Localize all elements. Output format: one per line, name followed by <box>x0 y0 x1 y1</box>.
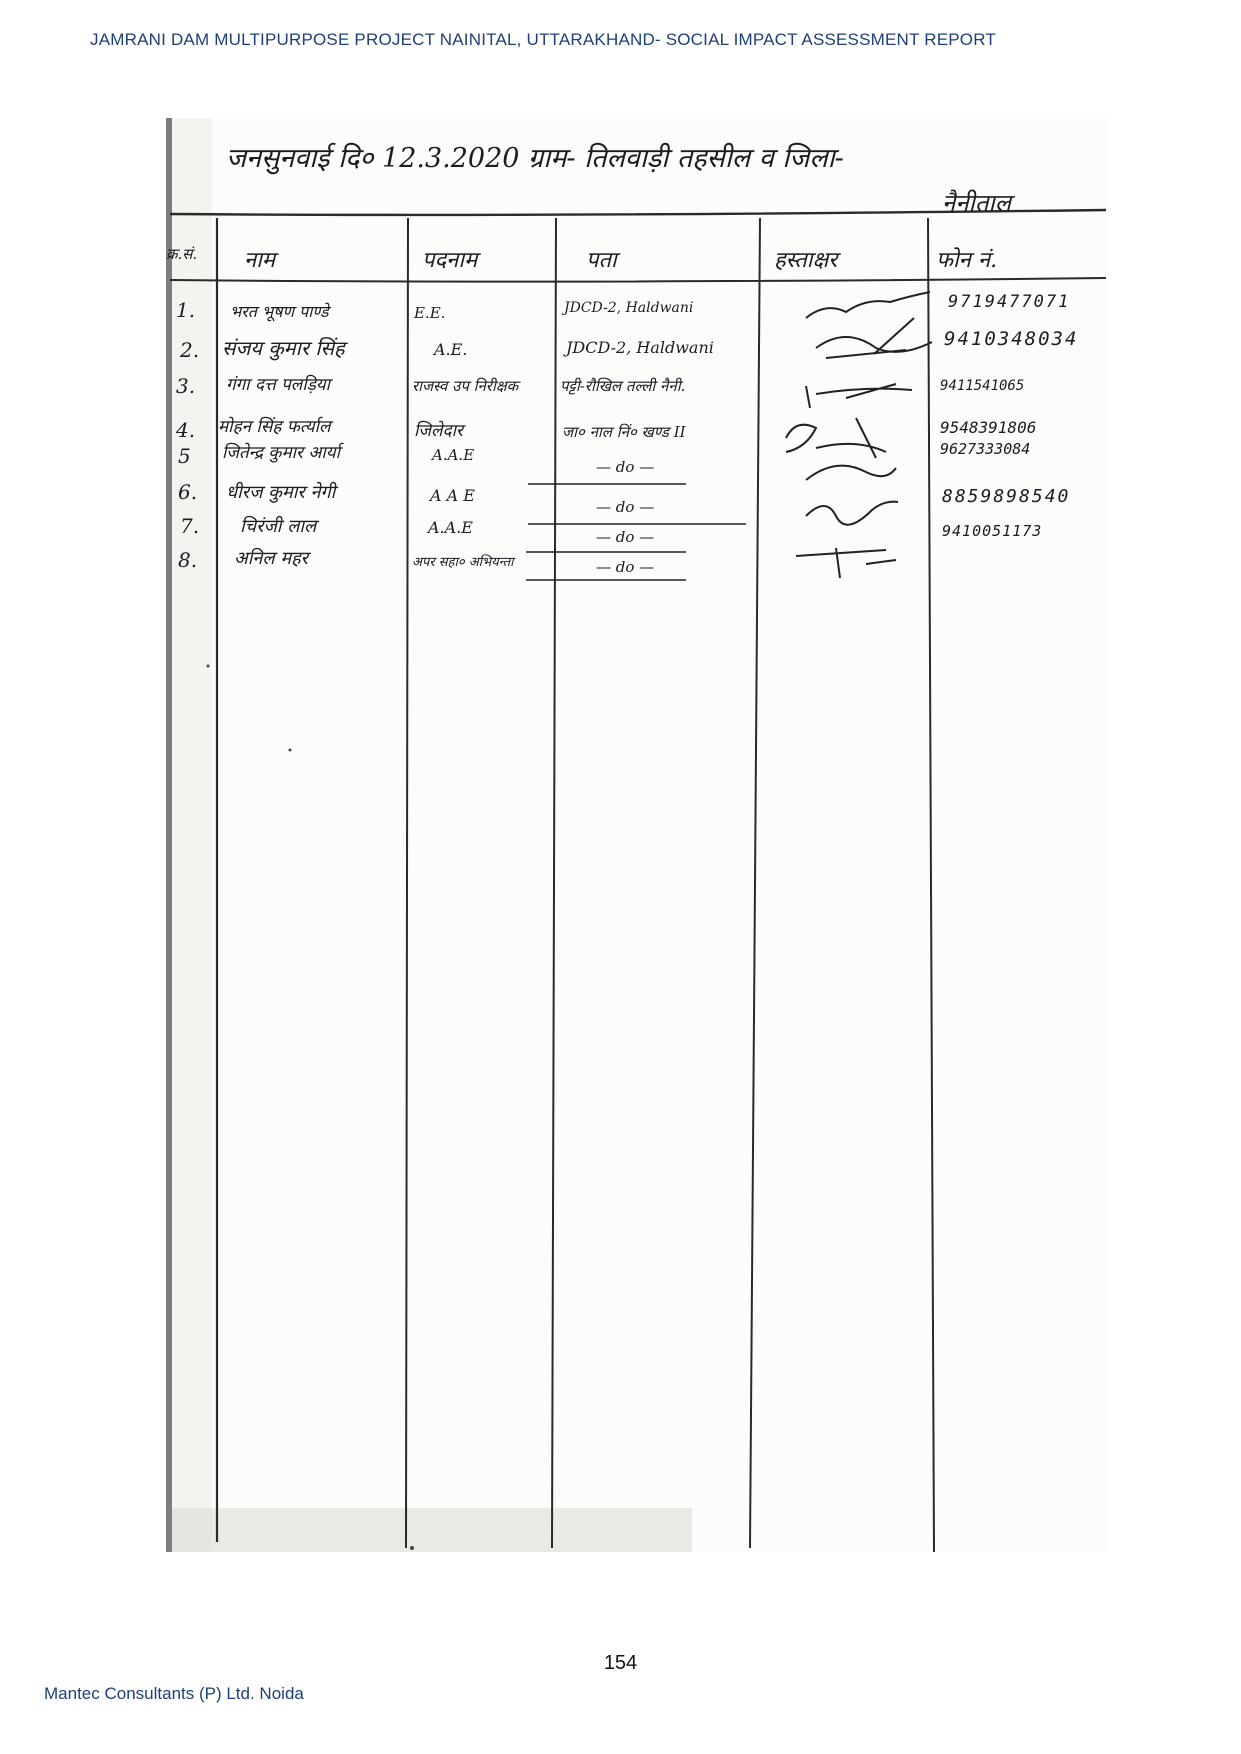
row-sno: 3. <box>176 374 196 398</box>
row-sno: 8. <box>178 548 198 572</box>
row-designation: राजस्व उप निरीक्षक <box>412 377 519 395</box>
row-address: JDCD-2, Haldwani <box>564 300 694 316</box>
row-name: संजय कुमार सिंह <box>222 336 345 360</box>
row-name: चिरंजी लाल <box>240 516 317 537</box>
row-name: गंगा दत्त पलड़िया <box>226 375 331 395</box>
row-designation: A A E <box>430 486 475 505</box>
col-header-sno: क्र.सं. <box>166 245 198 263</box>
sheet-title-line1: जनसुनवाई दि० 12.3.2020 ग्राम- तिलवाड़ी तहसील व जिला- <box>226 143 844 174</box>
row-designation: अपर सहा० अभियन्ता <box>412 555 514 570</box>
row-address: — do — <box>596 558 655 576</box>
row-phone: 9548391806 <box>940 418 1037 437</box>
row-designation: जिलेदार <box>414 421 463 441</box>
row-designation: A.A.E <box>428 518 473 537</box>
page-number: 154 <box>603 1652 638 1674</box>
row-address: जा० नाल निं० खण्ड II <box>562 423 686 441</box>
row-sno: 4. <box>176 418 196 442</box>
row-sno: 6. <box>178 480 198 504</box>
row-name: मोहन सिंह फर्त्याल <box>218 417 331 437</box>
row-phone: 9410348034 <box>944 328 1079 350</box>
row-sno: 5 <box>178 444 191 468</box>
report-header: JAMRANI DAM MULTIPURPOSE PROJECT NAINITAL, UTTARAKHAND- SOCIAL IMPACT ASSESSMENT REPORT <box>90 30 996 49</box>
footer-company: Mantec Consultants (P) Ltd. Noida <box>44 1684 304 1703</box>
row-sno: 2. <box>180 338 200 362</box>
row-designation: A.A.E <box>432 446 475 464</box>
row-name: धीरज कुमार नेगी <box>226 482 336 503</box>
col-header-name: नाम <box>244 248 276 273</box>
row-name: भरत भूषण पाण्डे <box>230 302 329 321</box>
col-header-designation: पदनाम <box>422 248 478 273</box>
row-name: अनिल महर <box>234 548 309 569</box>
row-phone: 9411541065 <box>940 378 1025 394</box>
row-sno: 7. <box>180 514 200 538</box>
row-phone: 9410051173 <box>942 522 1043 540</box>
row-name: जितेन्द्र कुमार आर्या <box>222 443 341 463</box>
col-header-address: पता <box>586 248 617 273</box>
row-address: — do — <box>596 498 655 516</box>
col-header-signature: हस्ताक्षर <box>774 248 838 273</box>
scanned-attendance-sheet <box>166 118 1110 1552</box>
row-sno: 1. <box>176 298 196 322</box>
sheet-title-line2: नैनीताल <box>942 189 1012 217</box>
row-address: पट्टी-रौखिल तल्ली नैनी. <box>560 377 686 395</box>
row-phone: 9719477071 <box>948 292 1071 312</box>
row-designation: E.E. <box>414 304 446 322</box>
row-phone: 8859898540 <box>942 486 1071 507</box>
row-phone: 9627333084 <box>940 440 1031 458</box>
row-address: — do — <box>596 528 655 546</box>
row-designation: A.E. <box>434 340 468 359</box>
col-header-phone: फोन नं. <box>936 248 998 273</box>
row-address: JDCD-2, Haldwani <box>566 338 714 357</box>
row-address: — do — <box>596 458 655 476</box>
